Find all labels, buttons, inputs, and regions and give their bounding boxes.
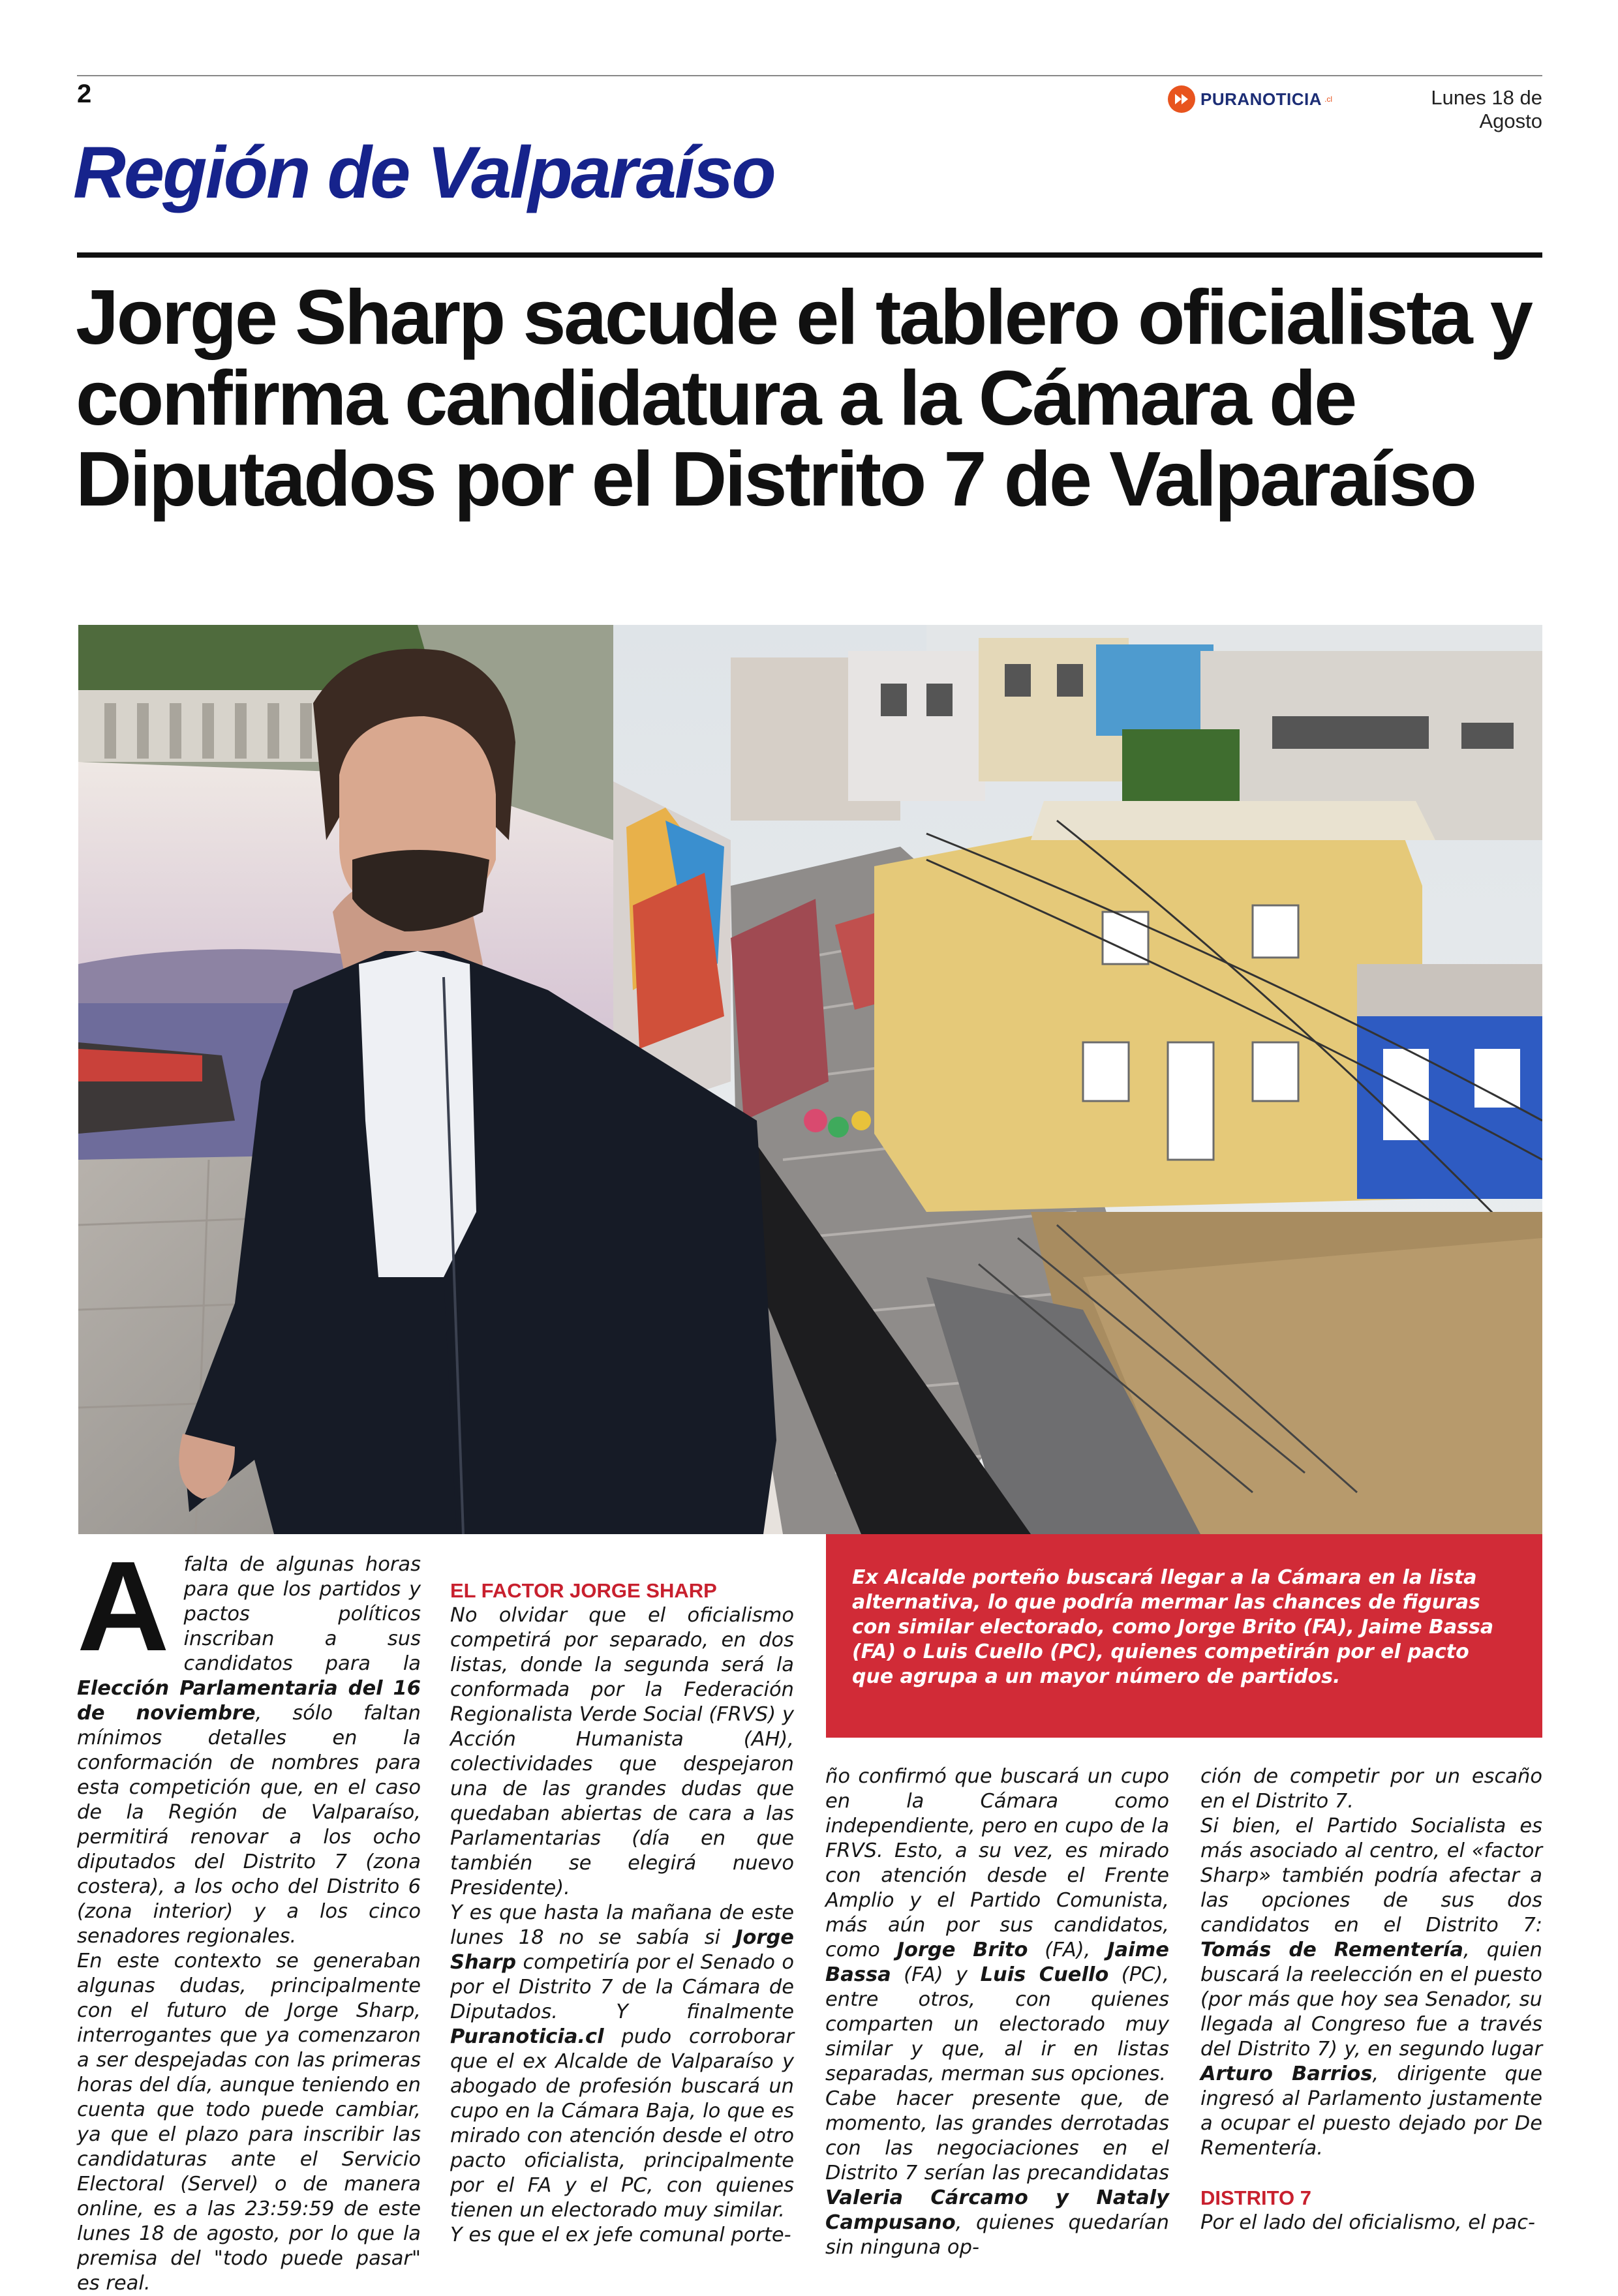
body-paragraph: ción de competir por un escaño en el Distrito 7.: [1200, 1765, 1542, 1813]
text-run-bold: Valeria Cárcamo y Nataly Campusano: [825, 2186, 1169, 2234]
text-run-bold: Elección Parlamentaria del 16 de noviembre: [77, 1677, 421, 1725]
article-photo: [78, 625, 1542, 1534]
brand-name: PURANOTICIA: [1200, 89, 1322, 109]
body-paragraph: [825, 2087, 1169, 2260]
body-paragraph: [1200, 1814, 1542, 2161]
drop-cap: A: [77, 1535, 170, 1678]
body-paragraph: No olvidar que el oficialismo competirá por separado, en dos listas, donde la segunda será la conformada por la Federación Regionalista Verde Social (FRVS) y Acción Humanista (AH), colectividades que despejaron una de las grandes dudas que quedaban abiertas de cara a las Parlamentarias (día en que también se elegirá nuevo Presidente).: [450, 1604, 794, 1899]
text-run: (PC), entre otros, con quienes comparten un electorado muy similar y que, al ir en listas separadas, merman sus opciones.: [825, 1963, 1169, 2085]
subheading: DISTRITO 7: [1200, 2186, 1311, 2209]
text-run-bold: Puranoticia.cl: [450, 2025, 604, 2048]
section-title: Región de Valparaíso: [73, 132, 774, 213]
article-headline: Jorge Sharp sacude el tablero oficialista y confirma candidatura a la Cámara de Diputados por el Distrito 7 de Valparaíso: [76, 274, 1531, 522]
text-run: (FA) y: [891, 1963, 981, 1986]
body-paragraph: [825, 1764, 1169, 2087]
intro-paragraph: [77, 1535, 421, 1949]
article-column-1: [77, 1535, 421, 2296]
body-paragraph: En este contexto se generaban algunas dudas, principalmente con el futuro de Jorge Sharp, interrogantes que ya comenzaron a ser despejadas con las primeras horas del día, aunque teniendo en cuenta que todo puede cambiar, ya que el plazo para inscribir las candidaturas ante el Servicio Electoral (Servel) o de manera online, es a las 23:59:59 de este lunes 18 de agosto, por lo que la premisa del "todo puede pasar" es real.: [77, 1950, 421, 2295]
text-run: , dirigente que ingresó al Parlamento justamente a ocupar el puesto dejado por De Rementería.: [1200, 2062, 1542, 2160]
text-run: ño confirmó que buscará un cupo en la Cámara como independiente, pero en cupo de la FRVS. Esto, a su vez, es mirado con atención desde el Frente Amplio y el Partido Comunista, más aún por sus candidatos, como: [825, 1765, 1169, 1961]
article-column-4: [1200, 1764, 1542, 2235]
brand-logo[interactable]: [1168, 85, 1332, 113]
article-column-3: [825, 1764, 1169, 2260]
text-run-bold: Jaime Bassa: [825, 1939, 1169, 1986]
body-paragraph: Y es que el ex jefe comunal porte-: [450, 2224, 791, 2246]
text-run: competiría por el Senado o por el Distrito 7 de la Cámara de Diputados. Y finalmente: [450, 1951, 794, 2023]
chevron-right-double-icon: [1168, 85, 1195, 113]
text-run-bold: Arturo Barrios: [1200, 2062, 1373, 2085]
subheading: EL FACTOR JORGE SHARP: [450, 1579, 717, 1602]
text-run: (FA),: [1028, 1939, 1108, 1961]
text-run-bold: Tomás de Rementería: [1200, 1939, 1463, 1961]
text-run-bold: Jorge Brito: [896, 1939, 1028, 1961]
pull-quote-box: [826, 1534, 1542, 1738]
text-run: , quienes quedarían sin ninguna op-: [825, 2211, 1169, 2259]
text-run-bold: Jorge Sharp: [450, 1926, 794, 1974]
article-column-2: [450, 1578, 794, 2248]
issue-date: Lunes 18 de Agosto: [1431, 86, 1542, 132]
section-rule: [77, 252, 1542, 258]
text-run-bold: Luis Cuello: [980, 1963, 1109, 1986]
text-run: , quien buscará la reelección en el puesto (por más que hoy sea Senador, su llegada al Congreso fue a través del Distrito 7) y, en segundo lugar: [1200, 1939, 1542, 2061]
text-run: pudo corroborar que el ex Alcalde de Valparaíso y abogado de profesión buscará un cupo en la Cámara Baja, lo que es mirado con atención desde el otro pacto oficialista, principalmente por el FA y el PC, con quienes tienen un electorado muy similar.: [450, 2025, 794, 2222]
pull-quote-text: Ex Alcalde porteño buscará llegar a la Cámara en la lista alternativa, lo que podría mermar las chances de figuras con similar electorado, como Jorge Brito (FA), Jaime Bassa (FA) o Luis Cuello (PC), quienes competirán por el pacto que agrupa a un mayor número de partidos.: [852, 1566, 1494, 1688]
brand-suffix: .cl: [1324, 95, 1333, 104]
body-paragraph: [450, 1901, 794, 2223]
body-paragraph: Por el lado del oficialismo, el pac-: [1200, 2211, 1536, 2234]
text-run: Cabe hacer presente que, de momento, las grandes derrotadas con las negociaciones en el Distrito 7 serían las precandidatas: [825, 2087, 1169, 2184]
text-run: , sólo faltan mínimos detalles en la conformación de nombres para esta competición que, en el caso de la Región de Valparaíso, permitirá renovar a los ocho diputados del Distrito 7 (zona costera), a los ocho del Distrito 6 (zona interior) y a los cinco senadores regionales.: [77, 1702, 421, 1948]
page-number: 2: [77, 80, 92, 108]
text-run: Si bien, el Partido Socialista es más asociado al centro, el «factor Sharp» también podría afectar a las opciones de sus dos candidatos en el Distrito 7:: [1200, 1815, 1542, 1937]
text-run: falta de algunas horas para que los partidos y pactos políticos inscriban a sus candidatos para la: [183, 1553, 421, 1675]
header-rule: [77, 75, 1542, 76]
text-run: Y es que hasta la mañana de este lunes 18 no se sabía si: [450, 1901, 794, 1949]
